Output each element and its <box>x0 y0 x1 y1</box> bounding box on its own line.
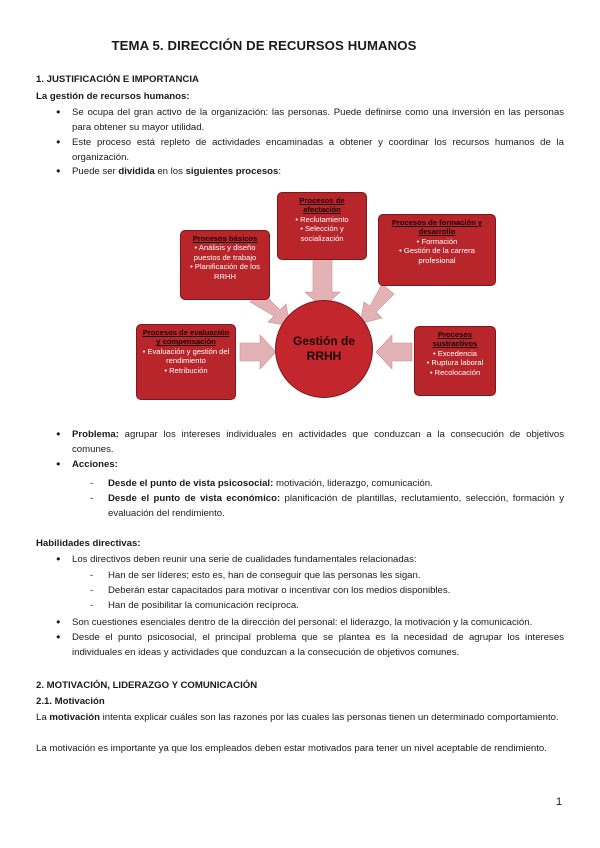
arrow-upper-right <box>360 284 394 324</box>
list-item: - Desde el punto de vista psicosocial: motivación, liderazgo, comunicación. <box>36 477 564 492</box>
list-item: ● Desde el punto psicosocial, el principal problema que se plantea es la necesidad de agrupar los intereses individuales en ideas y actividades que conduzcan a la consecución de objetivos comunes. <box>36 631 564 661</box>
habilidades-bullet-1 <box>36 553 564 568</box>
motivacion-paragraph-1: La motivación intenta explicar cuáles son las razones por las cuales las personas tienen un determinado comportamiento. <box>36 712 559 723</box>
list-item: ● Acciones: <box>36 458 564 473</box>
list-item: ● Son cuestiones esenciales dentro de la dirección del personal: el liderazgo, la motivación y la comunicación. <box>36 616 564 631</box>
habilidades-dashes <box>36 569 564 614</box>
box-procesos-basicos: Procesos básicos • Análisis y diseño puestos de trabajo • Planificación de los RRHH <box>180 230 270 300</box>
list-item: - Desde el punto de vista económico: planificación de plantillas, reclutamiento, selección, formación y evaluación del rendimiento. <box>36 492 564 522</box>
box-procesos-afectacion: Procesos de afectación • Reclutamiento • Selección y socialización <box>277 192 367 260</box>
acciones-dashes <box>36 477 564 522</box>
arrow-left <box>240 335 276 369</box>
processes-diagram <box>100 190 500 415</box>
list-item: ● Los directivos deben reunir una serie de cualidades fundamentales relacionadas: <box>36 553 564 568</box>
document-title: TEMA 5. DIRECCIÓN DE RECURSOS HUMANOS <box>111 38 417 53</box>
page-number: 1 <box>556 796 563 808</box>
box-procesos-evaluacion: Procesos de evaluación y compensación • Evaluación y gestión del rendimiento • Retribución <box>136 324 236 400</box>
section-2-1-heading: 2.1. Motivación <box>36 696 105 707</box>
center-circle: Gestión de RRHH <box>275 300 373 398</box>
section-1-subheading: La gestión de recursos humanos: <box>36 91 190 102</box>
habilidades-bullets-2 <box>36 616 564 661</box>
list-item: ● Este proceso está repleto de actividades encaminadas a obtener y coordinar los recursos humanos de la organización. <box>36 136 564 166</box>
list-item: ● Problema: agrupar los intereses individuales en actividades que conduzcan a la consecución de objetivos comunes. <box>36 428 564 458</box>
box-procesos-formacion: Procesos de formación y desarrollo • Formación • Gestión de la carrera profesional <box>378 214 496 286</box>
list-item: ● Se ocupa del gran activo de la organización: las personas. Puede definirse como una inversión en las personas para obtener su mayor utilidad. <box>36 106 564 136</box>
section-1-bullets <box>36 106 564 180</box>
section-1-heading: 1. JUSTIFICACIÓN E IMPORTANCIA <box>36 74 199 85</box>
section-2-heading: 2. MOTIVACIÓN, LIDERAZGO Y COMUNICACIÓN <box>36 680 258 691</box>
problema-acciones-list <box>36 428 564 473</box>
list-item: - Han de ser líderes; esto es, han de conseguir que las personas les sigan. <box>36 569 564 584</box>
box-procesos-sustractivos: Procesos sustractivos • Excedencia • Ruptura laboral • Recolocación <box>414 326 496 396</box>
list-item: - Deberán estar capacitados para motivar o incentivar con los medios disponibles. <box>36 584 564 599</box>
motivacion-paragraph-2: La motivación es importante ya que los empleados deben estar motivados para tener un nivel aceptable de rendimiento. <box>36 743 547 754</box>
list-item: ● Puede ser dividida en los siguientes procesos: <box>36 165 564 180</box>
habilidades-heading: Habilidades directivas: <box>36 538 141 549</box>
list-item: - Han de posibilitar la comunicación recíproca. <box>36 599 564 614</box>
arrow-right <box>376 335 412 369</box>
